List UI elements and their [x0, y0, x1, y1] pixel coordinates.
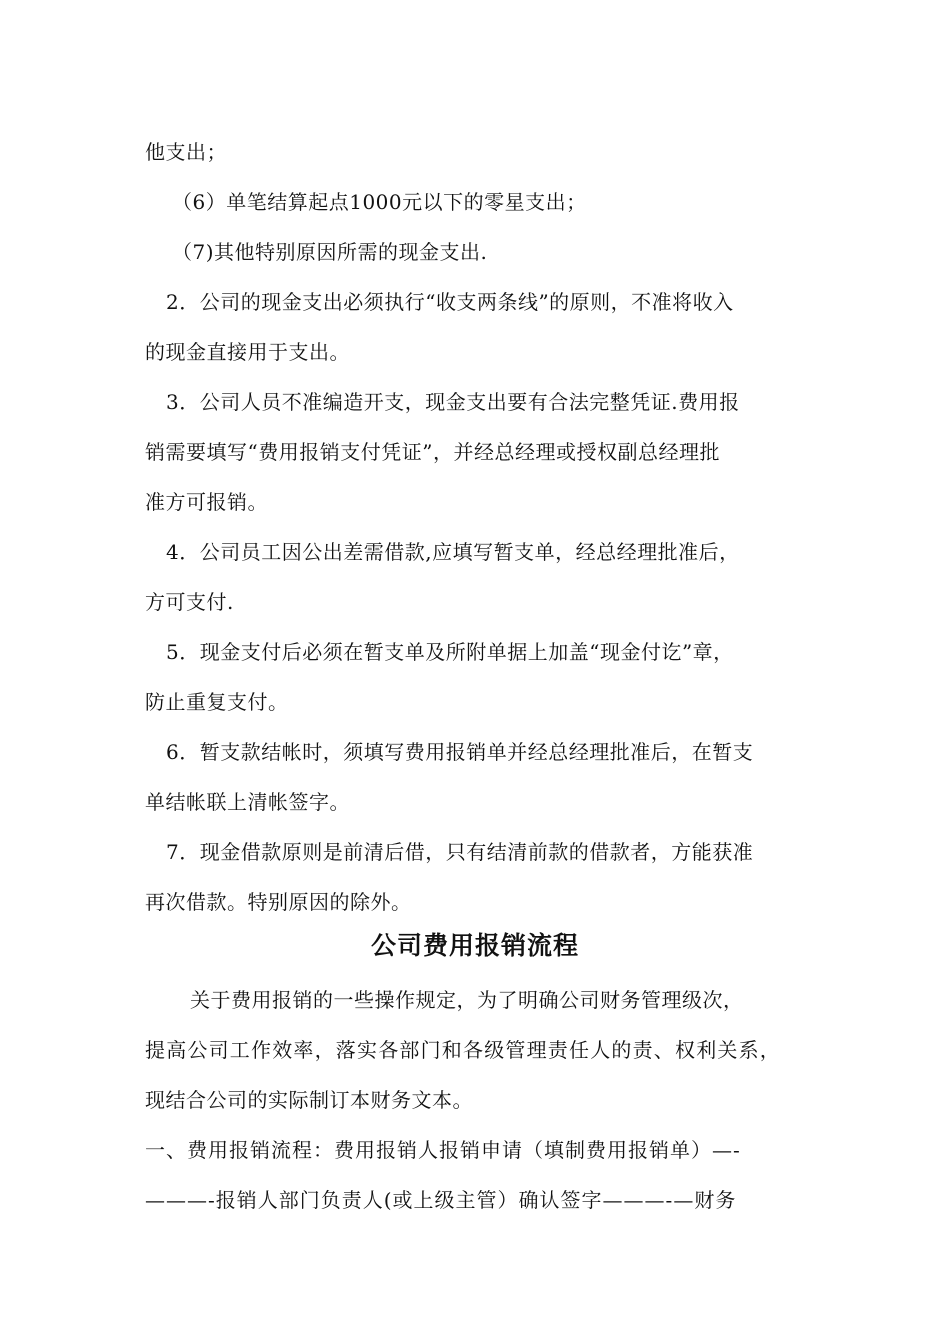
text-line: 的现金直接用于支出。: [145, 340, 350, 364]
text-line: 再次借款。特别原因的除外。: [145, 890, 412, 914]
text-line: 防止重复支付。: [145, 690, 289, 714]
text-line: 准方可报销。: [145, 490, 268, 514]
text-line: 2．公司的现金支出必须执行“收支两条线”的原则，不准将收入: [166, 290, 734, 314]
text-line: 销需要填写“费用报销支付凭证”，并经总经理或授权副总经理批: [145, 440, 720, 464]
text-line: 一、费用报销流程：费用报销人报销申请（填制费用报销单）—-: [145, 1138, 741, 1162]
text-line: （6）单笔结算起点1000元以下的零星支出；: [172, 190, 587, 214]
text-line: 关于费用报销的一些操作规定，为了明确公司财务管理级次，: [190, 988, 744, 1012]
section-title: 公司费用报销流程: [370, 931, 579, 960]
text-line: （7)其他特别原因所需的现金支出.: [172, 240, 488, 264]
text-line: ———-报销人部门负责人(或上级主管）确认签字———-—财务: [145, 1188, 737, 1212]
text-line: 单结帐联上清帐签字。: [145, 790, 350, 814]
text-line: 6．暂支款结帐时，须填写费用报销单并经总经理批准后，在暂支: [166, 740, 754, 764]
text-line: 3．公司人员不准编造开支，现金支出要有合法完整凭证.费用报: [166, 390, 740, 414]
text-line: 提高公司工作效率，落实各部门和各级管理责任人的责、权利关系，: [145, 1038, 781, 1062]
text-line: 5．现金支付后必须在暂支单及所附单据上加盖“现金付讫”章，: [166, 640, 734, 664]
text-line: 他支出；: [145, 140, 227, 164]
text-line: 7．现金借款原则是前清后借，只有结清前款的借款者，方能获准: [166, 840, 754, 864]
text-line: 4．公司员工因公出差需借款,应填写暂支单，经总经理批准后，: [166, 540, 740, 564]
text-line: 现结合公司的实际制订本财务文本。: [145, 1088, 473, 1112]
text-line: 方可支付.: [145, 590, 234, 614]
